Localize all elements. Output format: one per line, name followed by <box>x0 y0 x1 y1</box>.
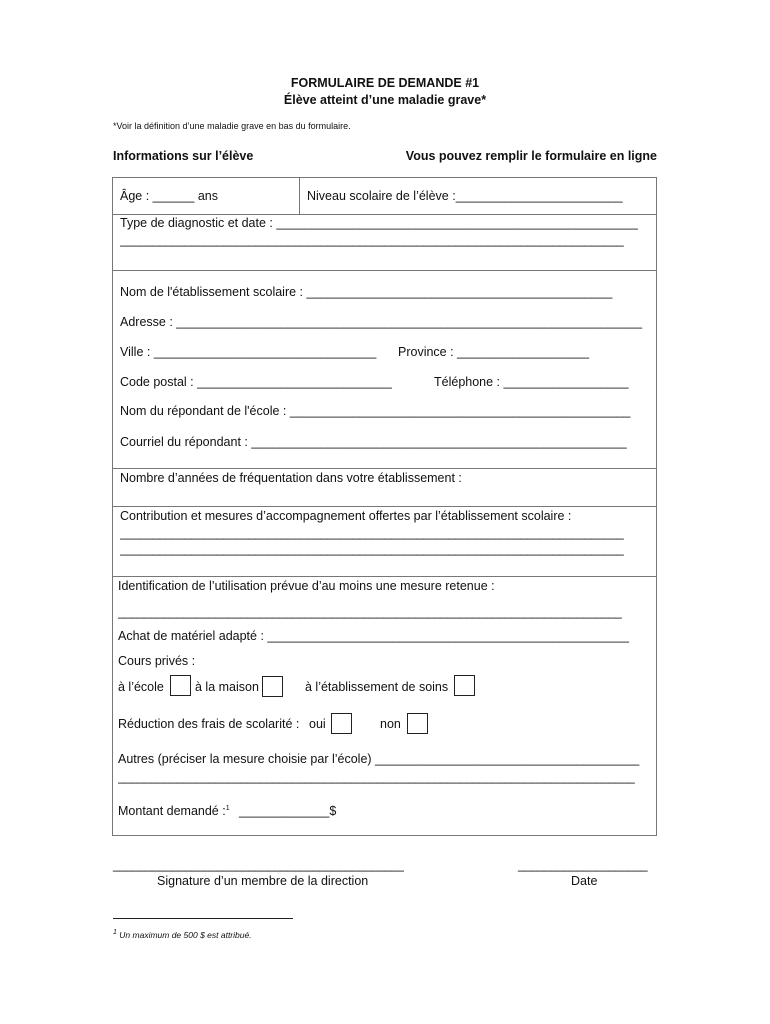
grade-level-field[interactable]: Niveau scolaire de l’élève :________________________ <box>307 189 623 203</box>
application-form-box <box>112 177 657 836</box>
postal-code-field[interactable]: Code postal : ____________________________ <box>120 375 392 389</box>
signature-label: Signature d’un membre de la direction <box>157 874 369 888</box>
planned-use-line[interactable]: ______________________________________________________________________________ <box>118 605 622 619</box>
address-field[interactable]: Adresse : ___________________________________________________________________ <box>120 315 643 329</box>
school-name-field[interactable]: Nom de l'établissement scolaire : ____________________________________________ <box>120 285 613 299</box>
adapted-equipment-field[interactable]: Achat de matériel adapté : ____________________________________________________ <box>118 629 629 643</box>
row-divider <box>113 468 656 469</box>
contact-email-field[interactable]: Courriel du répondant : ______________________________________________________ <box>120 435 627 449</box>
attendance-years-field[interactable]: Nombre d’années de fréquentation dans votre établissement : <box>120 471 462 485</box>
section-heading-student-info: Informations sur l’élève <box>113 149 254 163</box>
row-divider <box>113 506 656 507</box>
private-lessons-label: Cours privés : <box>118 654 196 668</box>
amount-requested-field[interactable]: _____________$ <box>239 804 337 818</box>
tuition-yes-checkbox[interactable] <box>331 713 352 734</box>
footnote-divider <box>113 918 293 919</box>
contribution-line[interactable]: ______________________________________________________________________________ <box>120 526 624 540</box>
planned-use-label: Identification de l’utilisation prévue d’au moins une mesure retenue : <box>118 579 495 593</box>
diagnostic-field-line[interactable]: ______________________________________________________________________________ <box>120 233 624 247</box>
province-field[interactable]: Province : ___________________ <box>398 345 590 359</box>
contribution-field[interactable]: Contribution et mesures d’accompagnement offertes par l’établissement scolaire : <box>120 509 572 523</box>
form-subtitle: Élève atteint d’une maladie grave* <box>283 93 487 107</box>
date-line[interactable]: ____________________ <box>518 858 648 872</box>
at-home-label: à la maison <box>195 680 259 694</box>
city-field[interactable]: Ville : ________________________________ <box>120 345 377 359</box>
form-title: FORMULAIRE DE DEMANDE #1 <box>290 76 480 90</box>
other-measure-field[interactable]: Autres (préciser la mesure choisie par l’école) ______________________________________ <box>118 752 640 766</box>
care-facility-checkbox[interactable] <box>454 675 475 696</box>
row-divider <box>113 270 656 271</box>
age-divider <box>299 178 300 215</box>
no-label: non <box>380 717 401 731</box>
signature-line[interactable]: _____________________________________________ <box>113 858 404 872</box>
contribution-line[interactable]: ______________________________________________________________________________ <box>120 542 624 556</box>
school-contact-field[interactable]: Nom du répondant de l'école : _________________________________________________ <box>120 404 631 418</box>
online-fill-note: Vous pouvez remplir le formulaire en ligne <box>405 149 657 163</box>
tuition-no-checkbox[interactable] <box>407 713 428 734</box>
age-field[interactable]: Âge : ______ ans <box>120 189 218 203</box>
at-school-checkbox[interactable] <box>170 675 191 696</box>
diagnostic-field[interactable]: Type de diagnostic et date : ____________________________________________________ <box>120 216 638 230</box>
footnote-marker: 1 <box>225 804 230 812</box>
yes-label: oui <box>309 717 326 731</box>
care-facility-label: à l’établissement de soins <box>305 680 449 694</box>
at-school-label: à l’école <box>118 680 164 694</box>
date-label: Date <box>571 874 598 888</box>
row-divider <box>113 576 656 577</box>
row-divider <box>113 214 656 215</box>
at-home-checkbox[interactable] <box>262 676 283 697</box>
other-measure-line[interactable]: ________________________________________________________________________________ <box>118 770 635 784</box>
amount-requested-label: Montant demandé :$^1$ <box>118 804 230 818</box>
tuition-reduction-label: Réduction des frais de scolarité : <box>118 717 300 731</box>
definition-note: *Voir la définition d’une maladie grave en bas du formulaire. <box>113 121 351 131</box>
footnote: $^1$ Un maximum de 500 $ est attribué. <box>113 929 252 940</box>
phone-field[interactable]: Téléphone : __________________ <box>434 375 629 389</box>
